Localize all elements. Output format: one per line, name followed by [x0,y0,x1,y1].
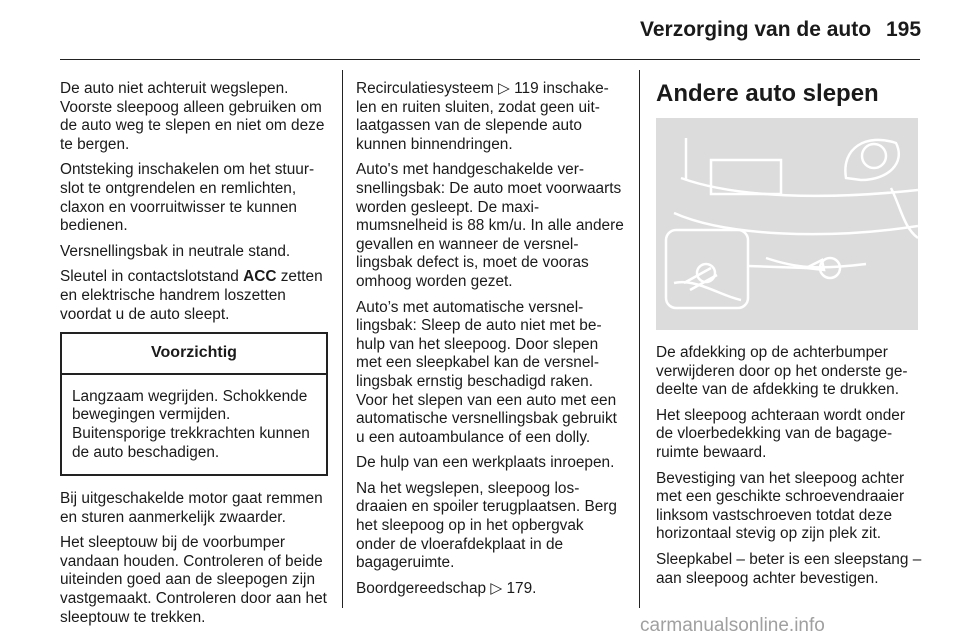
paragraph: Bij uitgeschakelde motor gaat remmen en sturen aanmerkelijk zwaarder. [60,490,323,526]
page-header [0,0,960,60]
section-title: Verzorging van de auto [640,18,872,41]
column-divider [639,70,640,608]
page-number: 195 [886,18,922,41]
paragraph: Het sleepoog achteraan wordt onder de vloerbedekking van de bagageruimte bewaard. [656,406,905,461]
paragraph: Bevestiging van het sleepoog achter met een geschikte schroevendraaier linksom vastschroeven totdat deze horizontaal stevig op zijn plek zit. [656,469,905,543]
paragraph: De auto niet achteruit wegslepen. Voorste sleepoog alleen gebruiken om de auto weg te slepen en niet om deze te bergen. [60,80,325,153]
paragraph: Boordgereedschap ▷ 179. [356,579,537,597]
paragraph: Ontsteking inschakelen om het stuurslot te ontgrendelen en remlichten, claxon en voorruitwisser te kunnen bedienen. [60,161,315,235]
caution-box [60,332,328,476]
paragraph: Sleepkabel – beter is een sleepstang – aan sleepoog achter bevestigen. [656,550,922,587]
paragraph: De hulp van een werkplaats inroepen. [356,454,615,472]
caution-title: Voorzichtig [62,334,326,375]
key-position-label: ACC [243,268,277,286]
column-middle [356,80,624,605]
paragraph: Versnellingsbak in neutrale stand. [60,242,291,260]
watermark: carmanualsonline.info [640,615,825,636]
column-left [60,80,328,634]
text-run: Sleutel in contactslotstand [60,268,244,286]
paragraph: De afdekking op de achterbumper verwijderen door op het onderste gedeelte van de afdekking te drukken. [656,344,908,399]
column-right [656,80,922,595]
column-divider [342,70,343,608]
rear-bumper-tow-eye-illustration [656,118,918,330]
text-run: zetten en elektrische handrem loszetten voordat u de auto sleept. [60,268,323,323]
paragraph: Het sleeptouw bij de voorbumper vandaan houden. Controleren of beide uiteinden goed aan de sleepogen zijn vastgemaakt. Controleren door aan het sleeptouw te trekken. [60,534,327,626]
rear-bumper-drawing [656,118,918,330]
paragraph: Auto's met handgeschakelde versnellingsbak: De auto moet voorwaarts worden gesleept. De maximumsnelheid is 88 km/u. In alle andere gevallen en wanneer de versnellingsbak defect is, moet de vooras omhoog worden gezet. [356,161,624,290]
header-rule [60,59,920,60]
section-heading: Andere auto slepen [656,80,879,107]
paragraph: Na het wegslepen, sleepoog losdraaien en spoiler terugplaatsen. Berg het sleepoog op in het opbergvak onder de vloerafdekplaat in de bagageruimte. [356,479,617,572]
paragraph: Recirculatiesysteem ▷ 119 inschakelen en ruiten sluiten, zodat geen uitlaatgassen van de slepende auto kunnen binnendringen. [356,80,609,153]
caution-text: Langzaam wegrijden. Schokkende bewegingen vermijden. Buitensporige trekkrachten kunnen de auto beschadigen. [72,387,310,461]
paragraph [60,268,328,324]
paragraph: Auto’s met automatische versnellingsbak: Sleep de auto niet met behulp van het sleepoog. Door slepen met een sleepkabel kan de versnellingsbak ernstig beschadigd raken. Voor het slepen van een auto met een automatische versnellingsbak gebruikt u een autoambulance of een dolly. [356,298,617,446]
